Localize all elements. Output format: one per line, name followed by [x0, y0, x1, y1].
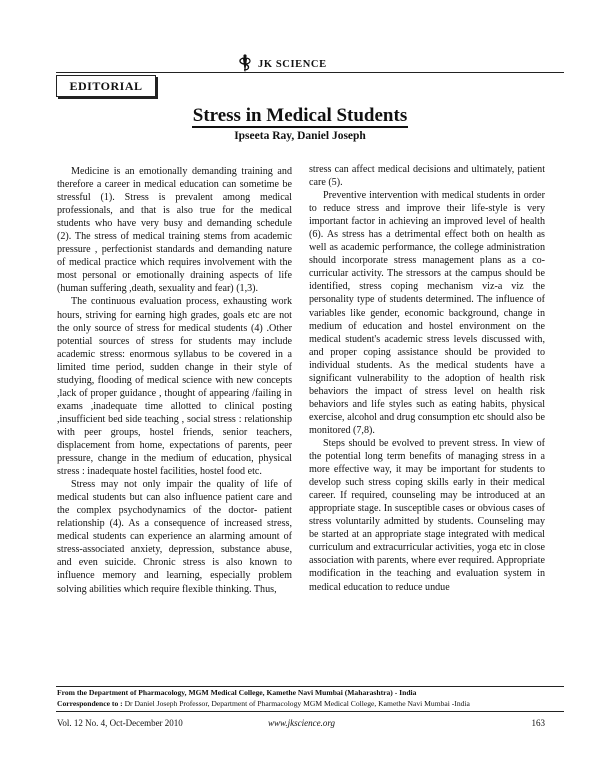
left-column: [57, 165, 292, 596]
article-title: Stress in Medical Students: [192, 105, 408, 126]
page-number: 163: [531, 718, 545, 728]
footnote-rule: [56, 686, 564, 687]
journal-name: JK SCIENCE: [258, 58, 327, 70]
paragraph: Stress may not only impair the quality of life of medical students but can also influence patient care and the complex psychodynamics of the doctor- patient relationship (4). As a consequence of increased stress, medical students can experience an alarming amount of stress-associated anxiety, depression, substance abuse, and even suicide. Chronic stress is also known to influence memory and learning, especially problem solving abilities which require flexible thinking. Thus,: [57, 479, 292, 595]
footnote-bottom-rule: [56, 711, 564, 712]
paragraph: Steps should be evolved to prevent stress. In view of the potential long term benefits of managing stress in a more effective way, it may be important for students to develop such stress coping skills early in their medical career. If required, counseling may be introduced at an appropriate stage. In susceptible cases or obvious cases of stress voluntarily admitted by students. Counseling may be started at an appropriate stage integrated with medical curriculum and extracurricular activities, yoga etc in close association with parents, where ever required. Appropriate modification in the teaching and evaluation system in medical education to reduce undue: [309, 437, 545, 593]
header-rule: [56, 72, 564, 73]
volume-info: Vol. 12 No. 4, Oct-December 2010: [57, 718, 183, 728]
article-authors: Ipseeta Ray, Daniel Joseph: [234, 130, 366, 142]
paragraph: The continuous evaluation process, exhausting work hours, striving for earning high grades, goals etc are not the only source of stress for medical students (4) .Other potential sources of stress for students may include academic stress: enormous syllabus to be covered in a limited time period, sudden change in their style of studying, flooding of medical science with new concepts ,lack of proper guidance , thought of appearing /failing in exams ,inadequate time allotted to clinical posting ,insufficient bed side teaching , social stress : relationship with peer groups, hostel friends, senior teachers, displacement from home, expectations of parents, peer pressure, change in the medium of education, physical stress : inadequate hostel facilities, hostel food etc.: [57, 296, 292, 478]
correspondence-note: Correspondence to : Dr Daniel Joseph Professor, Department of Pharmacology MGM Medical College, Kamethe Navi Mumbai -India: [57, 699, 470, 708]
paragraph: Medicine is an emotionally demanding training and therefore a career in medical education can sometime be stressful (1). Stress is prevalent among medical professionals, and that is also true for the medical students who have very busy and demanding schedule (2). The stress of medical training stems from academic pressure , perfectionist standards and demanding nature of medical practice which requires involvement with the most personal or emotionally draining aspects of life (human suffering ,death, sexuality and fear) (1,3).: [57, 166, 292, 295]
right-column: [309, 163, 545, 594]
section-label: EDITORIAL: [56, 75, 156, 97]
paragraph: Preventive intervention with medical students in order to reduce stress and improve their life-style is very important factor in achieving an improved level of health (6). As stress has a detrimental effect both on health as well as academic performance, the college administration should incorporate stress management plans as a co-curricular activity. The stressors at the campus should be identified, stress coping mechanism viz-a viz the personality type of students determined. The influence of variables like gender, economic background, change in medium of education and hostel environment on the medical student's academic stress levels discussed with, and proper coping assistance should be provided to individual students. As the medical students have a significant vulnerability to the adoption of health risk behaviors the impact of stress level on health risk behaviors and life styles such as eating habits, physical exercise, alcohol and drug consumption etc should also be monitored (7,8).: [309, 190, 545, 436]
paragraph: stress can affect medical decisions and ultimately, patient care (5).: [309, 164, 545, 189]
website-link[interactable]: www.jkscience.org: [268, 718, 335, 728]
affiliation-note: From the Department of Pharmacology, MGM Medical College, Kamethe Navi Mumbai (Maharashtra) - India: [57, 688, 417, 697]
